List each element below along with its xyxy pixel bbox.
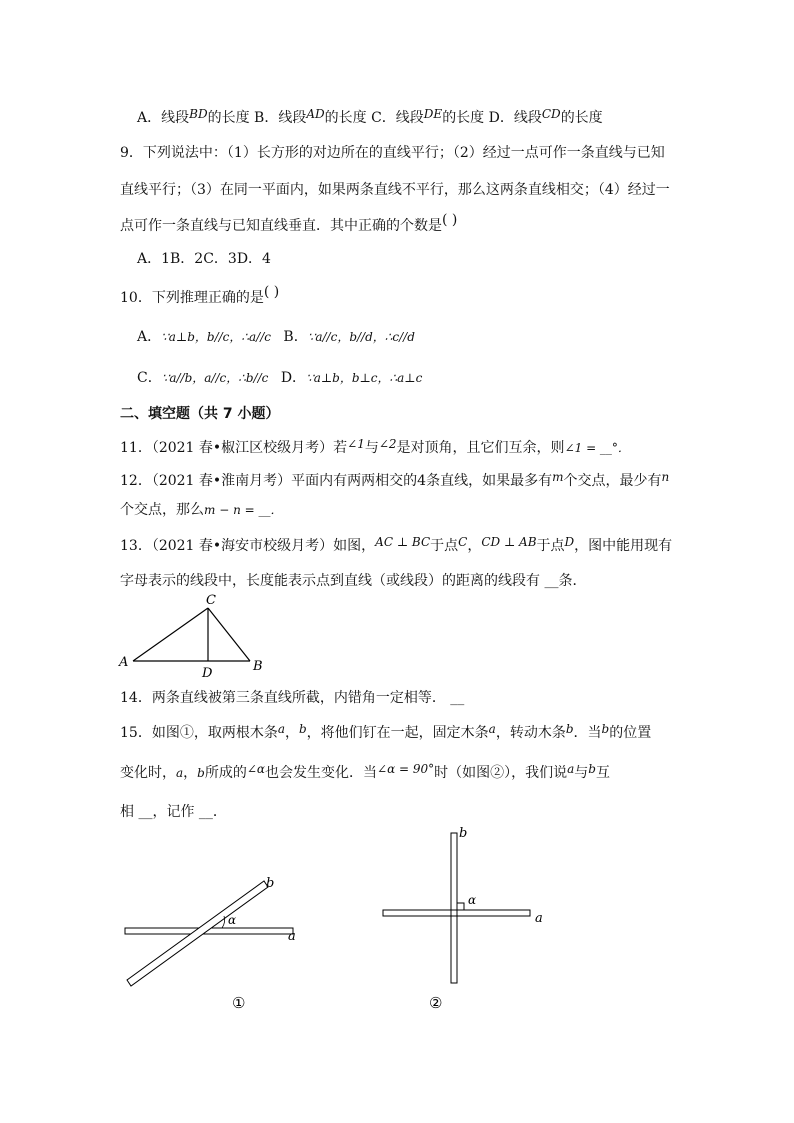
fig2-alpha-label: α — [468, 893, 477, 907]
q8-a-tail: 的长度 — [207, 110, 250, 126]
var-a: a — [567, 762, 575, 776]
q8-option-d: D．线段 — [488, 110, 542, 126]
q9-line-1: 9．下列说法中：（1）长方形的对边所在的直线平行；（2）经过一点可作一条直线与已知 — [120, 145, 665, 161]
q10-c-math: ∵a//b，a//c，∴b//c — [161, 371, 269, 385]
point-c: C — [458, 535, 468, 549]
math-ad: AD — [306, 107, 325, 121]
var-n: n — [661, 470, 670, 484]
q9-line-2: 直线平行；（3）在同一平面内，如果两条直线不平行，那么这两条直线相交；（4）经过一 — [120, 182, 670, 198]
q8-c-tail: 的长度 — [442, 110, 485, 126]
q8-b-tail: 的长度 — [324, 110, 367, 126]
var-b: b — [197, 766, 205, 780]
var-a: a — [277, 722, 285, 736]
q8-d-tail: 的长度 — [560, 110, 603, 126]
q15-part-11: 互 — [595, 765, 610, 781]
q15-part-6: 变化时， — [120, 765, 176, 781]
q12-part-4: 个交点，那么 — [120, 502, 204, 518]
figure-2 — [375, 825, 555, 1015]
q10-c-label: C． — [137, 370, 162, 386]
q10-options-cd — [137, 368, 422, 388]
math-cd: CD — [541, 107, 561, 121]
label-c: C — [206, 593, 216, 608]
angle-2: ∠2 — [378, 437, 397, 451]
q12-part-3: 个交点，最少有 — [563, 473, 662, 489]
q8-option-b: B．线段 — [254, 110, 307, 126]
fig1-alpha-label: α — [228, 913, 237, 927]
q14: 14．两条直线被第三条直线所截，内错角一定相等． __ — [120, 690, 465, 706]
q15-comma: ， — [183, 765, 198, 781]
q10-a-label: A． — [137, 329, 162, 345]
fig2-a-label: a — [535, 911, 543, 926]
q10-b-math: ∵a//c，b//d，∴c//d — [307, 330, 415, 344]
q11 — [120, 438, 630, 458]
q12-line-1 — [120, 471, 669, 491]
math-bd: BD — [189, 107, 208, 121]
q15-line-3: 相 __，记作 __． — [120, 804, 227, 820]
var-a: a — [488, 722, 496, 736]
q13-math-2: CD ⊥ AB — [481, 535, 537, 549]
label-a: A — [119, 655, 129, 670]
q12-expr: m − n = __． — [204, 503, 283, 517]
q13-part-3: 于点 — [536, 538, 565, 554]
var-a: a — [176, 766, 184, 780]
q15-part-4: ．当 — [573, 725, 602, 741]
segment-ac — [133, 608, 208, 661]
q11-prefix: 11．（2021 春•椒江区校级月考）若 — [120, 440, 348, 456]
angle-condition: ∠α = 90° — [377, 762, 435, 776]
fig1-a-label: a — [288, 929, 296, 944]
triangle-figure — [115, 592, 275, 682]
q13-line-2: 字母表示的线段中，长度能表示点到直线（或线段）的距离的线段有 __条． — [120, 573, 587, 589]
point-d: D — [564, 535, 575, 549]
q15-part-3: ，转动木条 — [495, 725, 566, 741]
q9-line-3 — [120, 212, 458, 236]
strip-b — [451, 833, 457, 983]
var-b: b — [298, 722, 307, 736]
q10-a-math: ∵a⊥b，b//c，∴a//c — [161, 330, 271, 344]
label-d: D — [202, 666, 213, 681]
answer-paren: ( ) — [263, 284, 280, 300]
q9-line-3-text: 点可作一条直线与已知直线垂直．其中正确的个数是 — [120, 218, 442, 234]
q10-b-label: B． — [283, 329, 308, 345]
q15-comma: ， — [284, 725, 299, 741]
q12-part-2: 条直线，如果最多有 — [426, 473, 553, 489]
math-de: DE — [423, 107, 443, 121]
q10-d-math: ∵a⊥b，b⊥c，∴a⊥c — [306, 371, 423, 385]
q11-tail: 是对顶角，且它们互余，则 — [396, 440, 565, 456]
var-b: b — [565, 722, 574, 736]
var-m: m — [552, 470, 564, 484]
q8-option-a: A．线段 — [137, 110, 190, 126]
q15-line-2 — [120, 763, 610, 783]
var-b: b — [588, 762, 596, 776]
section-title: 二、填空题（共 7 小题） — [120, 406, 280, 422]
fig1-caption: ① — [232, 994, 246, 1012]
q13-math-1: AC ⊥ BC — [375, 535, 431, 549]
q8-option-c: C．线段 — [371, 110, 424, 126]
q10-options-ab — [137, 327, 415, 347]
q15-part-1: 15．如图①，取两根木条 — [120, 725, 278, 741]
q11-answer: ∠1 = __°． — [564, 441, 630, 455]
q11-mid: 与 — [364, 440, 379, 456]
var-b: b — [601, 722, 610, 736]
q13-part-1: 13．（2021 春•海安市校级月考）如图， — [120, 538, 376, 554]
angle-1: ∠1 — [347, 437, 365, 451]
angle-alpha: ∠α — [246, 762, 266, 776]
q15-part-9: 时（如图②），我们说 — [434, 765, 568, 781]
fig2-caption: ② — [429, 994, 443, 1012]
q13-line-1 — [120, 536, 672, 556]
segment-cb — [208, 608, 250, 661]
label-b: B — [253, 659, 263, 674]
answer-paren: ( ) — [442, 212, 458, 228]
right-angle-mark — [457, 903, 464, 910]
q12-part-1: 12．（2021 春•淮南月考）平面内有两两相交的 — [120, 473, 418, 489]
q8-options — [137, 108, 603, 128]
fig2-b-label: b — [459, 826, 468, 841]
q13-part-2: 于点 — [430, 538, 459, 554]
q15-part-5: 的位置 — [609, 725, 652, 741]
q15-line-1 — [120, 723, 651, 743]
q15-part-7: 所成的 — [204, 765, 247, 781]
q10-stem — [120, 284, 280, 308]
q12-line-2 — [120, 500, 282, 520]
q12-number: 4 — [417, 473, 427, 489]
q13-sep: ， — [467, 538, 482, 554]
q9-options: A．1B．2C．3D．4 — [137, 251, 271, 267]
q15-part-8: 也会发生变化．当 — [265, 765, 378, 781]
q10-stem-text: 10．下列推理正确的是 — [120, 290, 264, 306]
figure-1 — [110, 870, 320, 1020]
fig1-b-label: b — [266, 876, 275, 891]
q10-d-label: D． — [280, 370, 307, 386]
q13-part-4: ，图中能用现有 — [574, 538, 673, 554]
q15-part-2: ，将他们钉在一起，固定木条 — [306, 725, 489, 741]
q15-part-10: 与 — [574, 765, 589, 781]
